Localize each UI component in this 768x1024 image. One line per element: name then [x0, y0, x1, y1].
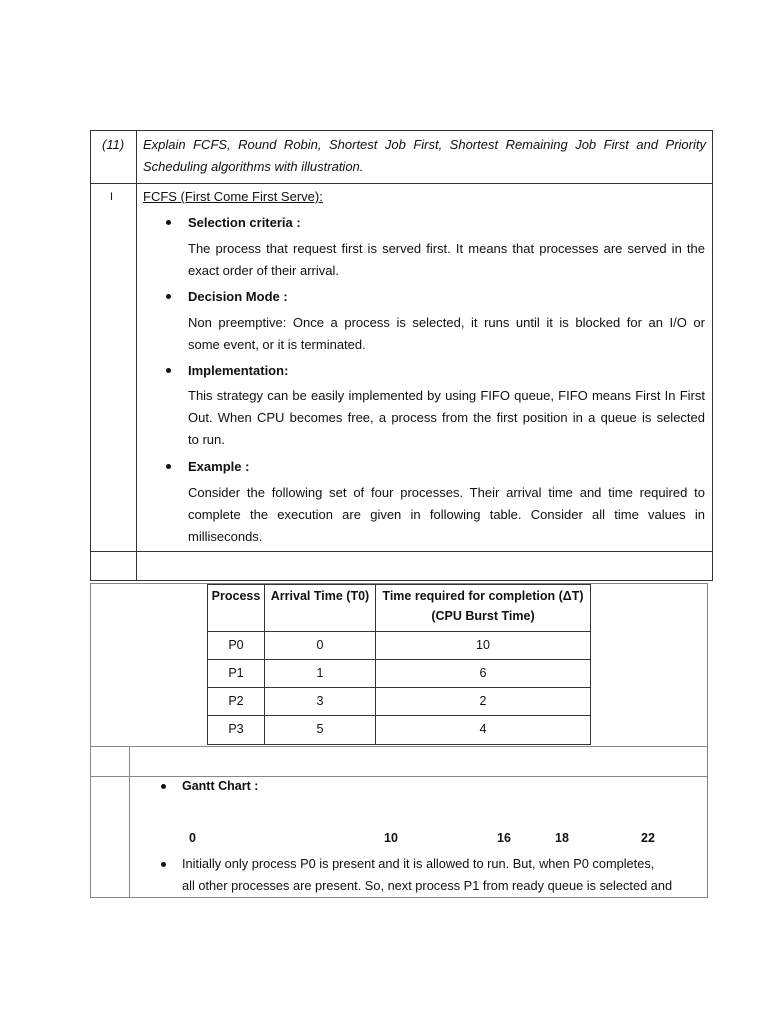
gantt-tick: 16: [497, 831, 511, 845]
question-number: (11): [102, 137, 125, 152]
table-header-arrival: Arrival Time (T0): [270, 589, 370, 603]
question-text-line-1: Explain FCFS, Round Robin, Shortest Job First, Shortest Remaining Job First and Priority: [143, 137, 706, 152]
table-cell: P0: [228, 638, 244, 652]
table-cell: 1: [316, 666, 324, 680]
table-cell: 3: [316, 694, 324, 708]
table-cell: 10: [476, 638, 490, 652]
answer-index: I: [110, 191, 114, 203]
gantt-tick: 0: [189, 831, 196, 845]
table-header-process: Process: [211, 589, 261, 603]
table-cell: 4: [479, 722, 487, 736]
item-text-line: Consider the following set of four processes. Their arrival time and time required to: [188, 485, 705, 500]
table-cell: P1: [228, 666, 244, 680]
item-label-selection-criteria: Selection criteria :: [188, 215, 301, 230]
item-label-example: Example :: [188, 459, 250, 474]
explanation-line: Initially only process P0 is present and it is allowed to run. But, when P0 completes,: [182, 856, 655, 871]
gantt-tick: 10: [384, 831, 398, 845]
item-label-decision-mode: Decision Mode :: [188, 289, 288, 304]
bullet-icon: [166, 368, 171, 373]
question-text-line-2: Scheduling algorithms with illustration.: [143, 159, 364, 174]
gantt-tick: 22: [641, 831, 655, 845]
explanation-line: all other processes are present. So, next process P1 from ready queue is selected and: [182, 878, 673, 893]
item-text-line: some event, or it is terminated.: [188, 337, 366, 352]
item-text-line: exact order of their arrival.: [188, 263, 340, 278]
table-cell: 6: [479, 666, 487, 680]
item-text-line: complete the execution are given in following table. Consider all time values in: [188, 507, 705, 522]
item-text-line: The process that request first is served first. It means that processes are served in the: [188, 241, 705, 256]
table-cell: P3: [228, 722, 244, 736]
table-cell: 2: [479, 694, 487, 708]
table-cell: 0: [316, 638, 324, 652]
gantt-label: Gantt Chart :: [182, 779, 259, 793]
item-text-line: Out. When CPU becomes free, a process from the first position in a queue is selected: [188, 410, 705, 425]
table-header-burst: (CPU Burst Time): [431, 609, 535, 623]
table-cell: P2: [228, 694, 244, 708]
bullet-icon: [166, 294, 171, 299]
bullet-icon: [166, 220, 171, 225]
gantt-tick: 18: [555, 831, 569, 845]
bullet-icon: [161, 862, 166, 867]
item-text-line: This strategy can be easily implemented by using FIFO queue, FIFO means First In First: [188, 388, 705, 403]
bullet-icon: [161, 784, 166, 789]
item-text-line: Non preemptive: Once a process is selected, it runs until it is blocked for an I/O or: [188, 315, 705, 330]
item-text-line: to run.: [188, 432, 225, 447]
item-label-implementation: Implementation:: [188, 363, 289, 378]
item-text-line: milliseconds.: [188, 529, 263, 544]
bullet-icon: [166, 464, 171, 469]
table-cell: 5: [316, 722, 324, 736]
table-header-completion: Time required for completion (ΔT): [382, 589, 584, 603]
answer-heading: FCFS (First Come First Serve):: [143, 189, 323, 204]
